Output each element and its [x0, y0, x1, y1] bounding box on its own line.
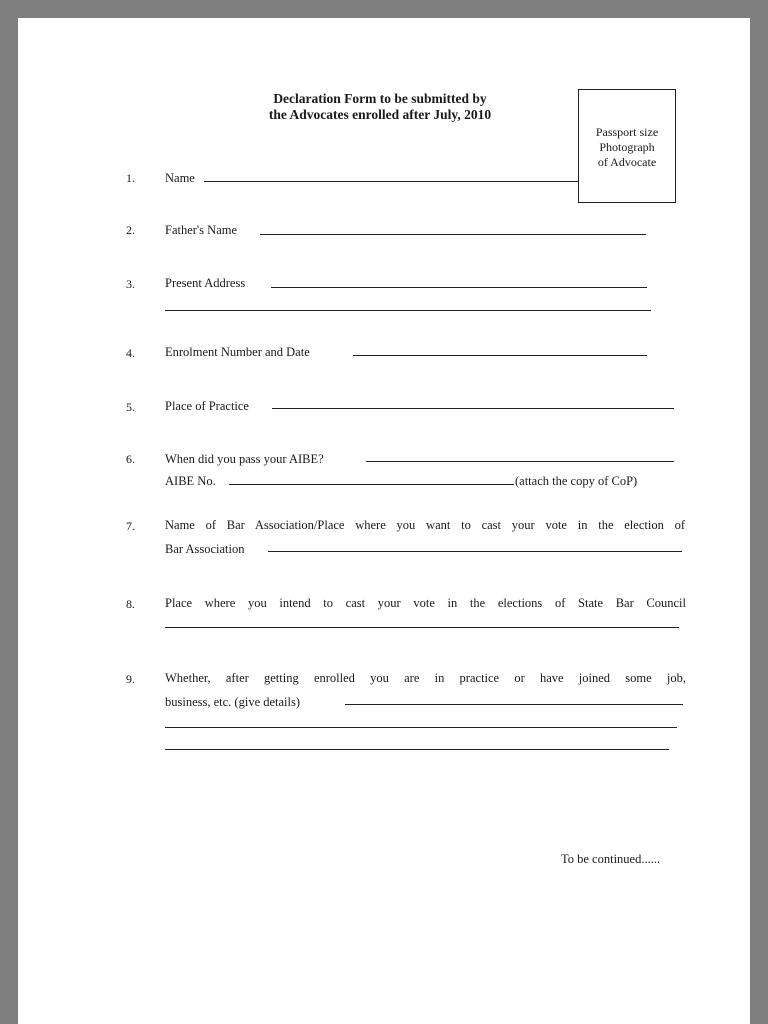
present-address-field-line-2[interactable] — [165, 310, 651, 311]
name-field-line[interactable] — [204, 181, 578, 182]
place-of-practice-field-line[interactable] — [272, 408, 674, 409]
present-address-field-line-1[interactable] — [271, 287, 647, 288]
item-number-7: 7. — [126, 519, 135, 533]
present-address-label: Present Address — [165, 276, 246, 290]
aibe-number-field-line[interactable] — [229, 484, 514, 485]
item-number-1: 1. — [126, 171, 135, 185]
item-number-4: 4. — [126, 346, 135, 360]
name-label: Name — [165, 171, 195, 185]
attach-cop-note: (attach the copy of CoP) — [515, 474, 638, 488]
practice-details-field-line-2[interactable] — [165, 727, 677, 728]
enrolment-field-line[interactable] — [353, 355, 647, 356]
bar-association-field-line[interactable] — [268, 551, 682, 552]
state-bar-council-question: Place where you intend to cast your vote in the elections of State Bar Council — [165, 596, 686, 610]
enrolment-label: Enrolment Number and Date — [165, 345, 310, 359]
item-number-8: 8. — [126, 597, 135, 611]
state-bar-council-field-line[interactable] — [165, 627, 679, 628]
fathers-name-field-line[interactable] — [260, 234, 646, 235]
give-details-label: business, etc. (give details) — [165, 695, 301, 709]
item-number-5: 5. — [126, 400, 135, 414]
aibe-number-label: AIBE No. — [165, 474, 216, 488]
aibe-pass-field-line[interactable] — [366, 461, 674, 462]
item-number-2: 2. — [126, 223, 135, 237]
practice-details-field-line-3[interactable] — [165, 749, 669, 750]
practice-details-field-line-1[interactable] — [345, 704, 683, 705]
bar-association-label: Bar Association — [165, 542, 245, 556]
practice-status-question: Whether, after getting enrolled you are in practice or have joined some job, — [165, 671, 686, 685]
item-number-6: 6. — [126, 452, 135, 466]
form-title-line-2: the Advocates enrolled after July, 2010 — [268, 107, 492, 122]
place-of-practice-label: Place of Practice — [165, 399, 249, 413]
photo-box-line-3: of Advocate — [597, 155, 657, 169]
fathers-name-label: Father's Name — [165, 223, 238, 237]
passport-photo-box — [578, 89, 676, 203]
form-title-line-1: Declaration Form to be submitted by — [273, 91, 487, 106]
bar-association-question: Name of Bar Association/Place where you want to cast your vote in the election of — [165, 518, 685, 532]
form-title — [220, 91, 540, 123]
item-number-3: 3. — [126, 277, 135, 291]
photo-box-line-1: Passport size — [595, 125, 659, 139]
to-be-continued-text: To be continued...... — [561, 852, 661, 866]
aibe-pass-label: When did you pass your AIBE? — [165, 452, 324, 466]
photo-box-line-2: Photograph — [599, 140, 655, 154]
item-number-9: 9. — [126, 672, 135, 686]
